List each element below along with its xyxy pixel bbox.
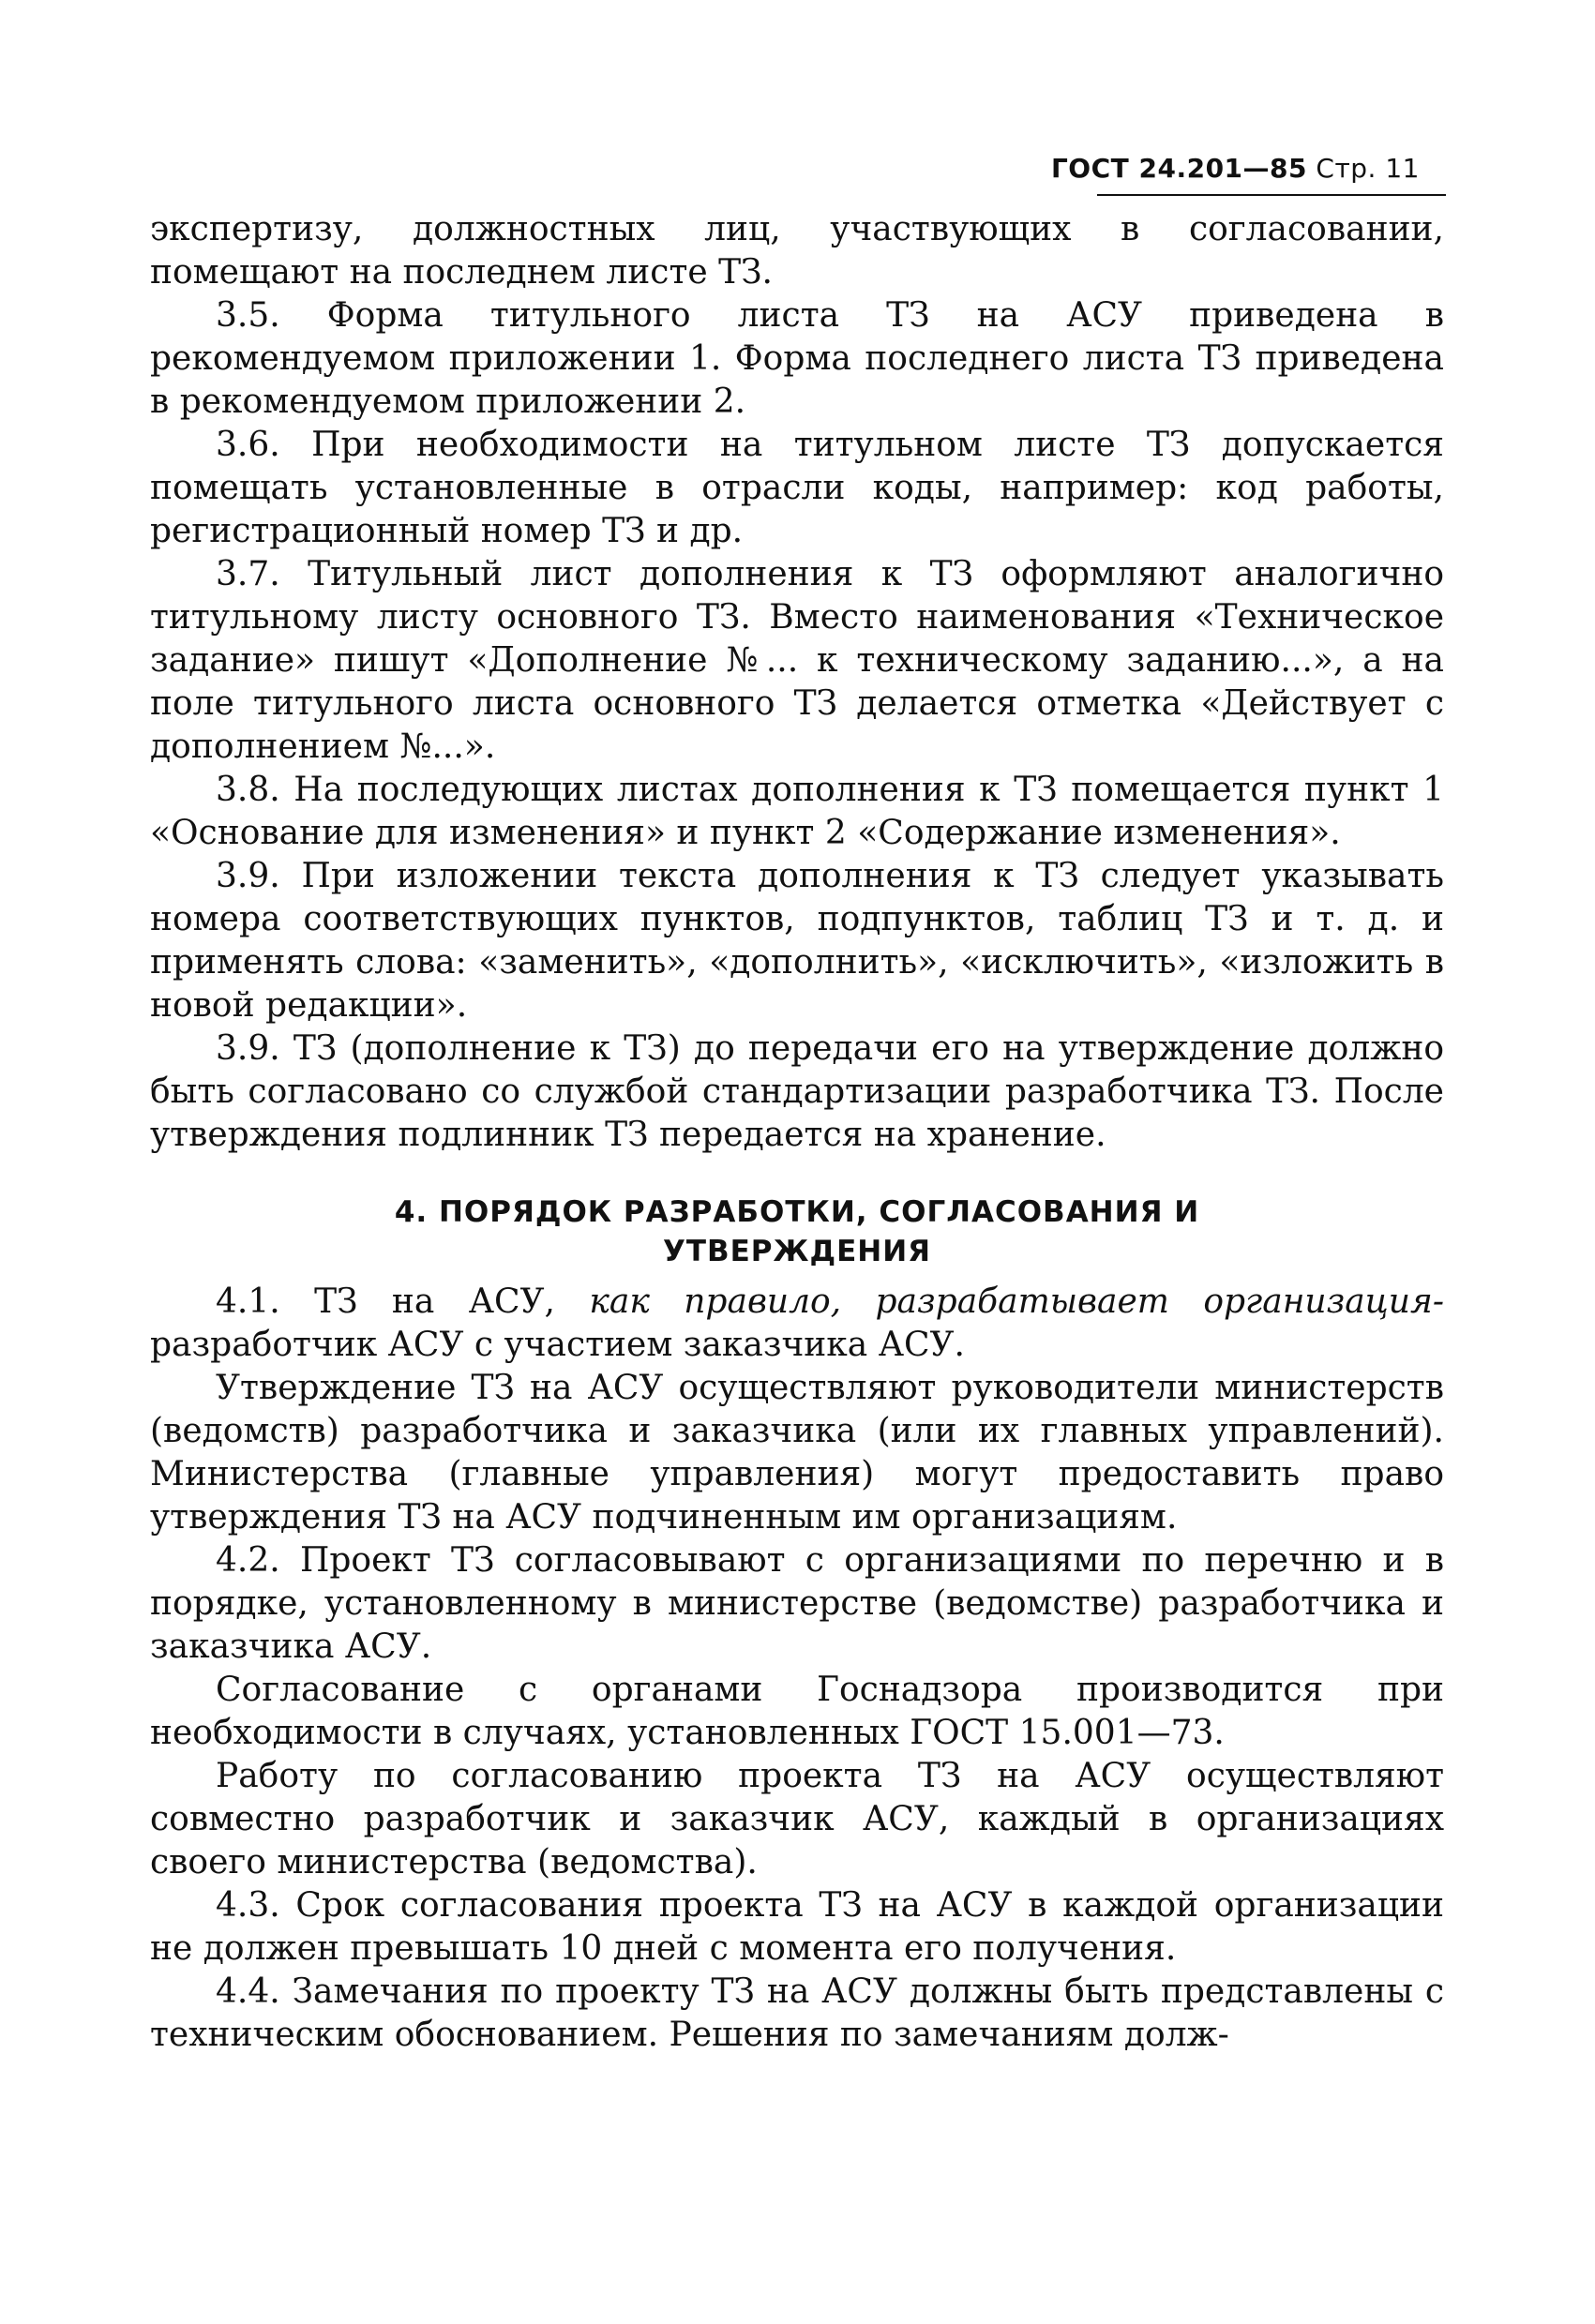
paragraph-4-1-italic-develops: разрабатывает <box>875 1282 1169 1321</box>
paragraph-3-6: 3.6. При необходимости на титульном листе ТЗ допускается помещать установленные в отрасли коды, например: код работы, регистрационный номер ТЗ и др. <box>150 426 1444 550</box>
header-rule <box>1097 194 1446 196</box>
paragraph-3-9-text: 3.9. При изложении текста дополнения к ТЗ следует указывать номера соответствующих пунктов, подпунктов, таблиц ТЗ и т. д. и применять слова: «заменить», «дополнить», «исключить», «изложить в новой редакции». <box>150 857 1444 1025</box>
paragraph-3-8: 3.8. На последующих листах дополнения к ТЗ помещается пункт 1 «Основание для изменения» и пункт 2 «Содержание изменения». <box>150 771 1444 852</box>
section-4-heading: 4. ПОРЯДОК РАЗРАБОТКИ, СОГЛАСОВАНИЯ И УТВЕРЖДЕНИЯ <box>394 1195 1200 1268</box>
paragraph-4-1-start: 4.1. ТЗ на АСУ, <box>216 1282 556 1321</box>
paragraph-3-7: 3.7. Титульный лист дополнения к ТЗ оформляют аналогично титульному листу основного ТЗ. Вместо наименования «Техническое задание» пишут «Дополнение №... к техническому заданию...», а на поле титульного листа основного ТЗ делается отметка «Действует с дополнением №...». <box>150 555 1444 766</box>
page-body <box>150 208 1444 2057</box>
paragraph-continuation: экспертизу, должностных лиц, участвующих в согласовании, помещают на последнем листе ТЗ. <box>150 210 1444 292</box>
running-header <box>1051 153 1420 184</box>
page-number: Стр. 11 <box>1316 153 1420 184</box>
paragraph-4-1-italic-as-rule: как правило, <box>589 1282 842 1321</box>
paragraph-4-3: 4.3. Срок согласования проекта ТЗ на АСУ в каждой организации не должен превышать 10 дней с момента его получения. <box>150 1886 1444 1968</box>
paragraph-4-1-italic-organization: организация- <box>1203 1282 1444 1321</box>
paragraph-approval: Утверждение ТЗ на АСУ осуществляют руководители министерств (ведомств) разработчика и заказчика (или их главных управлений). Министерства (главные управления) могут предоставить право утверждения ТЗ на АСУ подчиненным им организациям. <box>150 1369 1444 1537</box>
paragraph-3-5: 3.5. Форма титульного листа ТЗ на АСУ приведена в рекомендуемом приложении 1. Форма последнего листа ТЗ приведена в рекомендуемом приложении 2. <box>150 296 1444 421</box>
paragraph-coordination-work: Работу по согласованию проекта ТЗ на АСУ осуществляют совместно разработчик и заказчик АСУ, каждый в организациях своего министерства (ведомства). <box>150 1757 1444 1882</box>
paragraph-4-1-end: разработчик АСУ с участием заказчика АСУ. <box>150 1326 965 1364</box>
paragraph-3-9-approval: 3.9. ТЗ (дополнение к ТЗ) до передачи его на утверждение должно быть согласовано со службой стандартизации разработчика ТЗ. После утверждения подлинник ТЗ передается на хранение. <box>150 1029 1444 1154</box>
paragraph-4-1 <box>150 1281 1444 1367</box>
paragraph-4-4: 4.4. Замечания по проекту ТЗ на АСУ должны быть представлены с техническим обоснованием. Решения по замечаниям долж- <box>150 1972 1444 2054</box>
paragraph-4-2: 4.2. Проект ТЗ согласовывают с организациями по перечню и в порядке, установленному в министерстве (ведомстве) разработчика и заказчика АСУ. <box>150 1541 1444 1666</box>
paragraph-gosnadzor: Согласование с органами Госнадзора производится при необходимости в случаях, установленных ГОСТ 15.001—73. <box>150 1671 1444 1752</box>
standard-number: ГОСТ 24.201—85 <box>1050 153 1308 184</box>
